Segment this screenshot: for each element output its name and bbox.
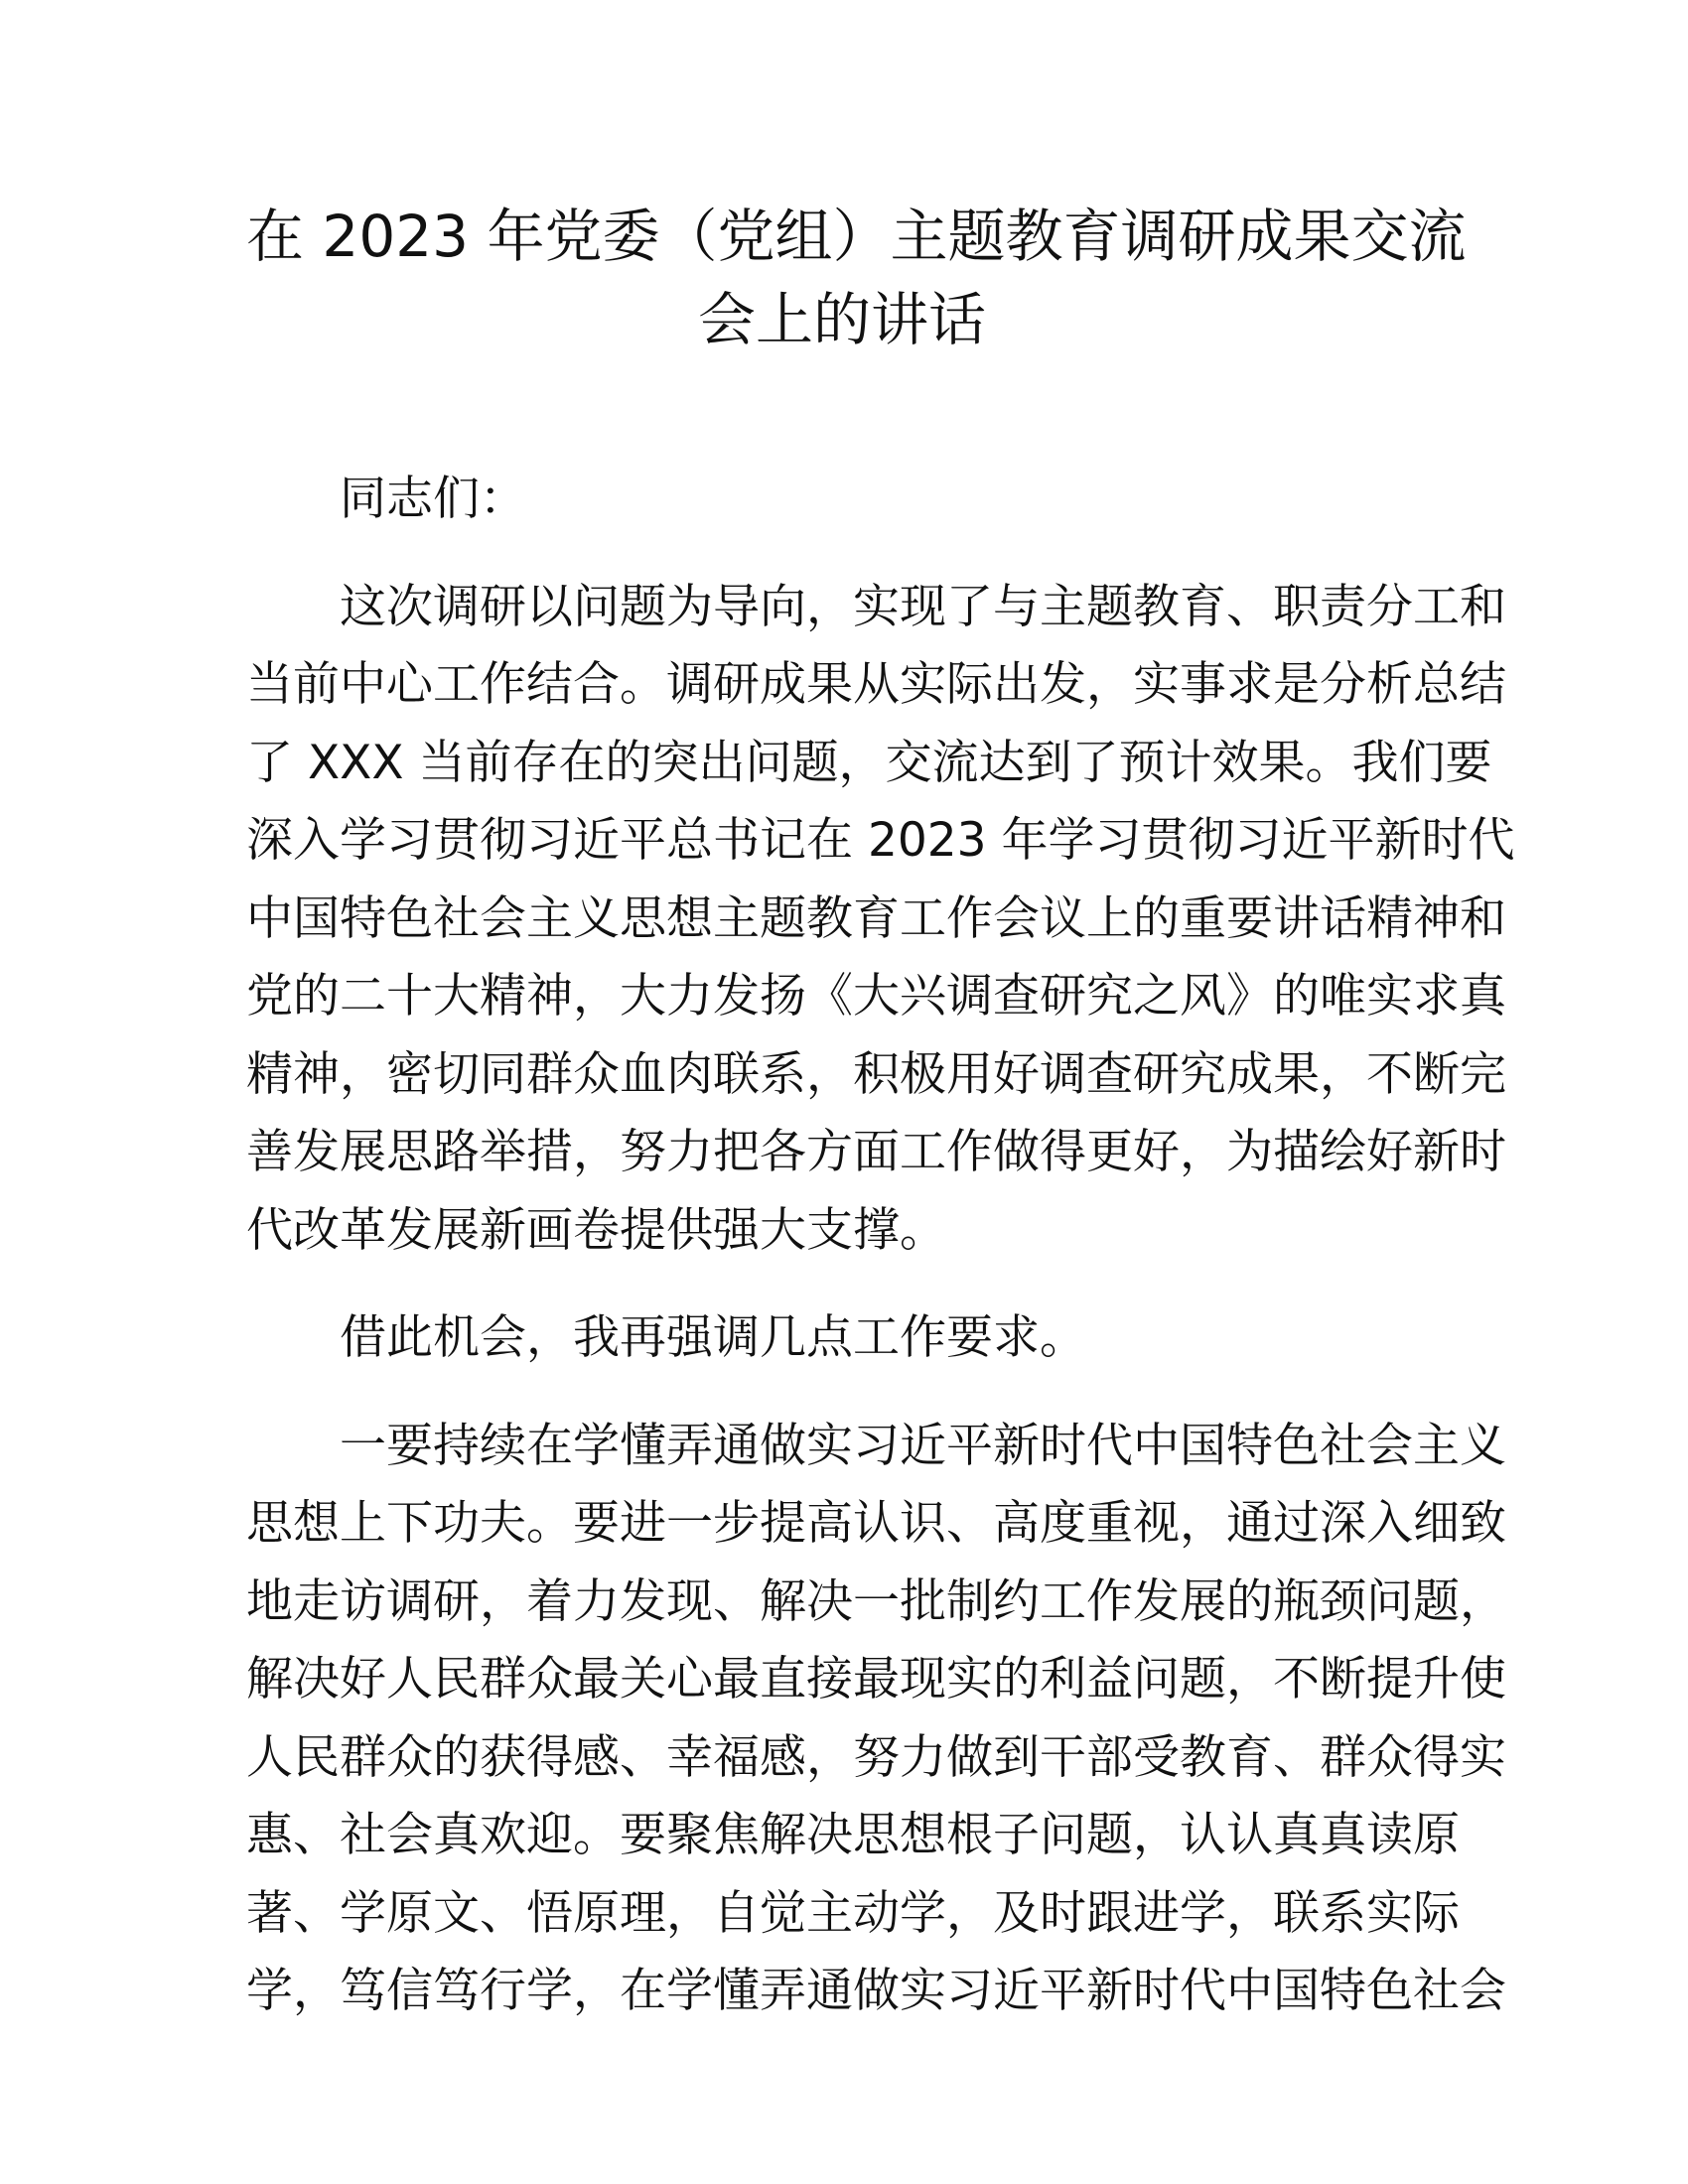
paragraph-3-line-8: 学，笃信笃行学，在学懂弄通做实习近平新时代中国特色社会 <box>246 1964 1506 2018</box>
paragraph-3-line-1: 一要持续在学懂弄通做实习近平新时代中国特色社会主义 <box>340 1418 1506 1473</box>
paragraph-2 <box>246 1299 1438 1378</box>
paragraph-1-line-9: 代改革发展新画卷提供强大支撑。 <box>246 1202 946 1258</box>
paragraph-1-line-4: 深入学习贯彻习近平总书记在 2023 年学习贯彻习近平新时代 <box>246 813 1515 868</box>
paragraph-1-line-5: 中国特色社会主义思想主题教育工作会议上的重要讲话精神和 <box>246 890 1506 946</box>
salutation <box>246 461 1438 539</box>
paragraph-1-line-1: 这次调研以问题为导向，实现了与主题教育、职责分工和 <box>340 579 1506 634</box>
paragraph-3-line-6: 惠、社会真欢迎。要聚焦解决思想根子问题，认认真真读原 <box>246 1808 1460 1862</box>
paragraph-3-line-3: 地走访调研，着力发现、解决一批制约工作发展的瓶颈问题， <box>246 1573 1506 1629</box>
paragraph-1-line-8: 善发展思路举措，努力把各方面工作做得更好，为描绘好新时 <box>246 1125 1506 1179</box>
salutation-text: 同志们： <box>340 472 526 526</box>
paragraph-3-line-7: 著、学原文、悟原理，自觉主动学，及时跟进学，联系实际 <box>246 1885 1460 1941</box>
paragraph-3-line-2: 思想上下功夫。要进一步提高认识、高度重视，通过深入细致 <box>246 1496 1506 1551</box>
paragraph-1-line-2: 当前中心工作结合。调研成果从实际出发，实事求是分析总结 <box>246 657 1506 712</box>
paragraph-1 <box>246 569 1515 1271</box>
paragraph-3 <box>246 1408 1506 2031</box>
paragraph-1-line-3: 了 XXX 当前存在的突出问题，交流达到了预计效果。我们要 <box>246 735 1492 790</box>
document-title <box>246 195 1467 361</box>
title-line-1: 在 2023 年党委（党组）主题教育调研成果交流 <box>246 203 1467 270</box>
paragraph-1-line-6: 党的二十大精神，大力发扬《大兴调查研究之风》的唯实求真 <box>246 969 1506 1024</box>
paragraph-3-line-4: 解决好人民群众最关心最直接最现实的利益问题，不断提升使 <box>246 1652 1506 1706</box>
document-body <box>246 461 1515 2061</box>
paragraph-1-line-7: 精神，密切同群众血肉联系，积极用好调查研究成果，不断完 <box>246 1046 1506 1102</box>
paragraph-3-line-5: 人民群众的获得感、幸福感，努力做到干部受教育、群众得实 <box>246 1729 1506 1785</box>
paragraph-2-line-1: 借此机会，我再强调几点工作要求。 <box>340 1310 1086 1365</box>
title-line-2: 会上的讲话 <box>697 286 986 353</box>
